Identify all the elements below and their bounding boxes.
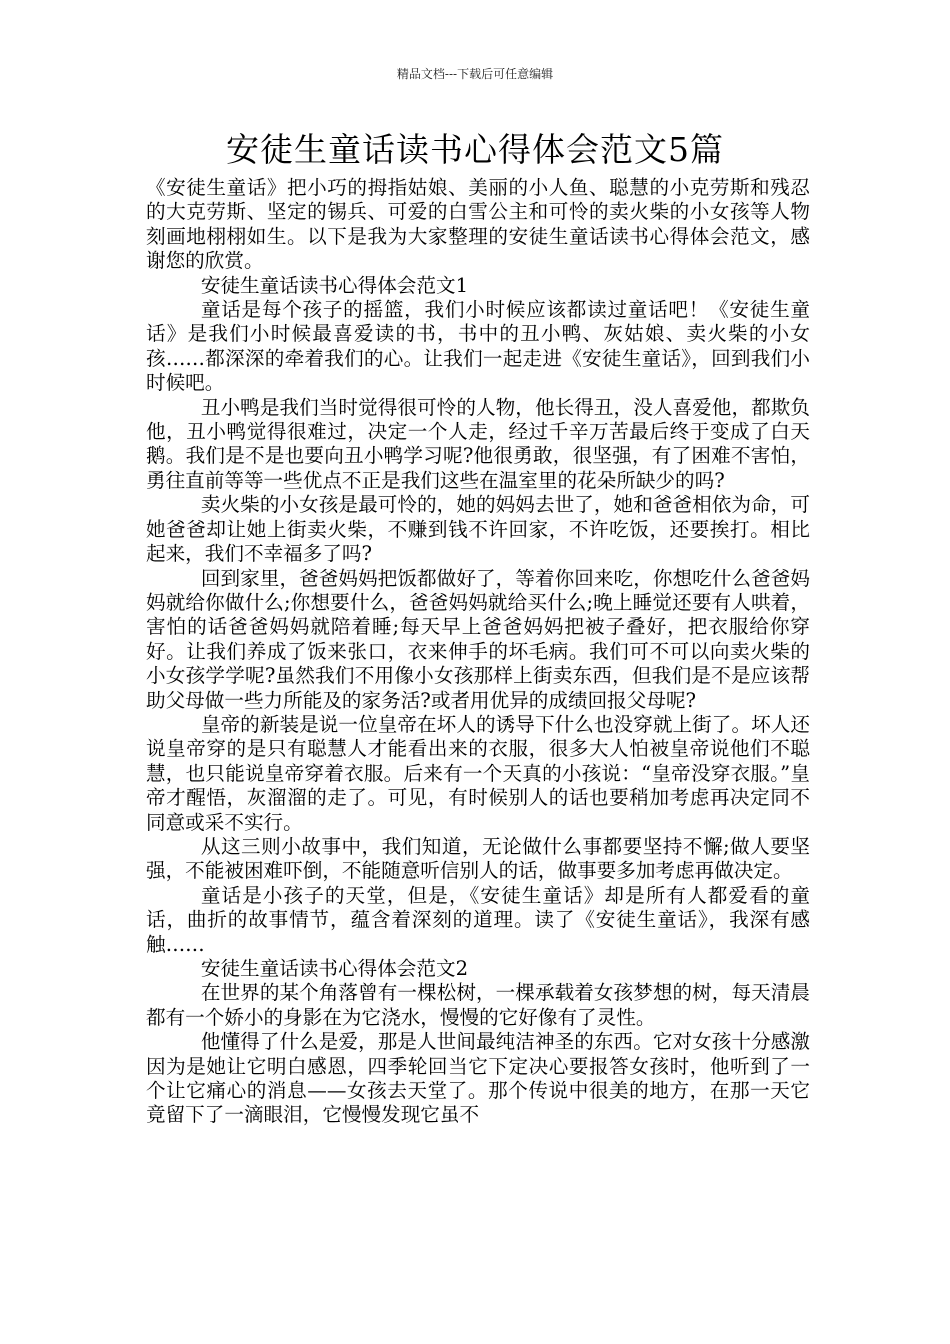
body-paragraph: 卖火柴的小女孩是最可怜的，她的妈妈去世了，她和爸爸相依为命，可她爸爸却让她上街卖火柴，不赚到钱不许回家，不许吃饭，还要挨打。相比起来，我们不幸福多了吗? [146,493,810,566]
body-paragraph: 回到家里，爸爸妈妈把饭都做好了，等着你回来吃，你想吃什么爸爸妈妈就给你做什么;你想要什么，爸爸妈妈就给买什么;晚上睡觉还要有人哄着，害怕的话爸爸妈妈就陪着睡;每天早上爸爸妈妈把被子叠好，把衣服给你穿好。让我们养成了饭来张口，衣来伸手的坏毛病。我们可不可以向卖火柴的小女孩学学呢?虽然我们不用像小女孩那样上街卖东西，但我们是不是应该帮助父母做一些力所能及的家务活?或者用优异的成绩回报父母呢? [146,566,810,712]
document-title: 安徒生童话读书心得体会范文5篇 [226,130,724,169]
section-heading-2: 安徒生童话读书心得体会范文2 [200,957,469,980]
body-paragraph: 皇帝的新装是说一位皇帝在坏人的诱导下什么也没穿就上街了。坏人还说皇帝穿的是只有聪慧人才能看出来的衣服，很多大人怕被皇帝说他们不聪慧，也只能说皇帝穿着衣服。后来有一个天真的小孩说：“皇帝没穿衣服。”皇帝才醒悟，灰溜溜的走了。可见，有时候别人的话也要稍加考虑再决定同不同意或采不实行。 [146,712,810,834]
body-paragraph: 丑小鸭是我们当时觉得很可怜的人物，他长得丑，没人喜爱他，都欺负他，丑小鸭觉得很难过，决定一个人走，经过千辛万苦最后终于变成了白天鹅。我们是不是也要向丑小鸭学习呢?他很勇敢，很坚强，有了困难不害怕，勇往直前等等一些优点不正是我们这些在温室里的花朵所缺少的吗? [146,395,810,492]
document-body [146,176,810,1128]
intro-paragraph: 《安徒生童话》把小巧的拇指姑娘、美丽的小人鱼、聪慧的小克劳斯和残忍的大克劳斯、坚定的锡兵、可爱的白雪公主和可怜的卖火柴的小女孩等人物刻画地栩栩如生。以下是我为大家整理的安徒生童话读书心得体会范文，感谢您的欣赏。 [146,176,810,273]
body-paragraph: 他懂得了什么是爱，那是人世间最纯洁神圣的东西。它对女孩十分感激因为是她让它明白感恩，四季轮回当它下定决心要报答女孩时，他听到了一个让它痛心的消息——女孩去天堂了。那个传说中很美的地方，在那一天它竟留下了一滴眼泪，它慢慢发现它虽不 [146,1030,810,1127]
page-header-note: 精品文档---下载后可任意编辑 [396,67,554,81]
body-paragraph: 童话是每个孩子的摇篮，我们小时候应该都读过童话吧！《安徒生童话》是我们小时候最喜爱读的书，书中的丑小鸭、灰姑娘、卖火柴的小女孩……都深深的牵着我们的心。让我们一起走进《安徒生童话》，回到我们小时候吧。 [146,298,810,395]
body-paragraph: 童话是小孩子的天堂，但是，《安徒生童话》却是所有人都爱看的童话，曲折的故事情节，蕴含着深刻的道理。读了《安徒生童话》，我深有感触…… [146,883,810,956]
body-paragraph: 在世界的某个角落曾有一棵松树，一棵承载着女孩梦想的树，每天清晨都有一个娇小的身影在为它浇水，慢慢的它好像有了灵性。 [146,981,810,1029]
body-paragraph: 从这三则小故事中，我们知道，无论做什么事都要坚持不懈;做人要坚强，不能被困难吓倒，不能随意听信别人的话，做事要多加考虑再做决定。 [146,834,810,883]
section-heading-1: 安徒生童话读书心得体会范文1 [200,273,469,297]
